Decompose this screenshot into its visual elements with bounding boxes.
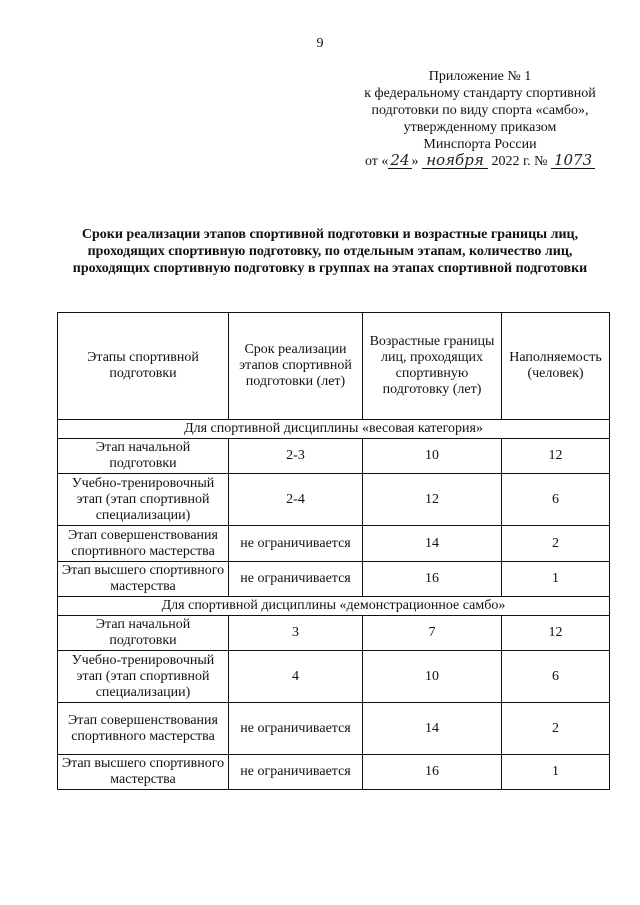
appendix-block [330,68,630,170]
duration-cell: не ограничивается [229,562,363,597]
age-cell: 14 [363,703,502,755]
age-cell: 10 [363,439,502,474]
document-title: Сроки реализации этапов спортивной подготовки и возрастные границы лиц, проходящих спортивную подготовку, по отдельным этапам, количество лиц, проходящих спортивную подготовку в группах на этапах спортивной подготовки [72,227,588,276]
age-cell: 7 [363,616,502,651]
table-row [58,616,610,651]
size-cell: 1 [502,562,610,597]
duration-cell: не ограничивается [229,703,363,755]
appendix-line: подготовки по виду спорта «самбо», [371,103,589,118]
age-cell: 12 [363,474,502,526]
table-row [58,439,610,474]
date-prefix: от « [364,154,389,169]
table-row [58,755,610,790]
appendix-line: Минспорта России [423,137,537,152]
header-stages: Этапы спортивной подготовки [58,313,229,420]
duration-cell: не ограничивается [229,526,363,562]
header-group-size: Наполняемость (человек) [502,313,610,420]
stage-cell: Учебно-тренировочный этап (этап спортивной специализации) [58,474,229,526]
age-cell: 14 [363,526,502,562]
section-title: Для спортивной дисциплины «демонстрационное самбо» [58,597,610,616]
section-row [58,597,610,616]
size-cell: 12 [502,439,610,474]
handwritten-day: 24 [390,151,410,169]
appendix-line: Приложение № 1 [428,69,532,84]
section-title: Для спортивной дисциплины «весовая категория» [58,420,610,439]
appendix-line: к федеральному стандарту спортивной [364,86,596,101]
age-cell: 16 [363,562,502,597]
appendix-line: утвержденному приказом [403,120,557,135]
duration-cell: 2-3 [229,439,363,474]
stage-cell: Этап высшего спортивного мастерства [58,755,229,790]
table-row [58,651,610,703]
size-cell: 1 [502,755,610,790]
size-cell: 12 [502,616,610,651]
size-cell: 6 [502,651,610,703]
size-cell: 2 [502,703,610,755]
table-header-row [58,313,610,420]
handwritten-month: ноября [422,153,488,169]
size-cell: 6 [502,474,610,526]
table-row [58,562,610,597]
duration-cell: 2-4 [229,474,363,526]
duration-cell: не ограничивается [229,755,363,790]
duration-cell: 4 [229,651,363,703]
quote-close: » [411,154,419,169]
age-cell: 16 [363,755,502,790]
table-row [58,703,610,755]
stage-cell: Этап начальной подготовки [58,616,229,651]
table-row [58,474,610,526]
header-duration: Срок реализации этапов спортивной подготовки (лет) [229,313,363,420]
year-text: 2022 г. № [491,154,548,169]
size-cell: 2 [502,526,610,562]
stage-cell: Этап высшего спортивного мастерства [58,562,229,597]
header-age: Возрастные границы лиц, проходящих спортивную подготовку (лет) [363,313,502,420]
order-date-line [330,153,630,170]
stage-cell: Этап совершенствования спортивного мастерства [58,703,229,755]
stage-cell: Этап совершенствования спортивного мастерства [58,526,229,562]
stages-table [57,312,610,790]
page-number: 9 [316,36,324,51]
duration-cell: 3 [229,616,363,651]
handwritten-order-number: 1073 [551,153,595,169]
stage-cell: Учебно-тренировочный этап (этап спортивной специализации) [58,651,229,703]
stage-cell: Этап начальной подготовки [58,439,229,474]
table-row [58,526,610,562]
age-cell: 10 [363,651,502,703]
section-row [58,420,610,439]
